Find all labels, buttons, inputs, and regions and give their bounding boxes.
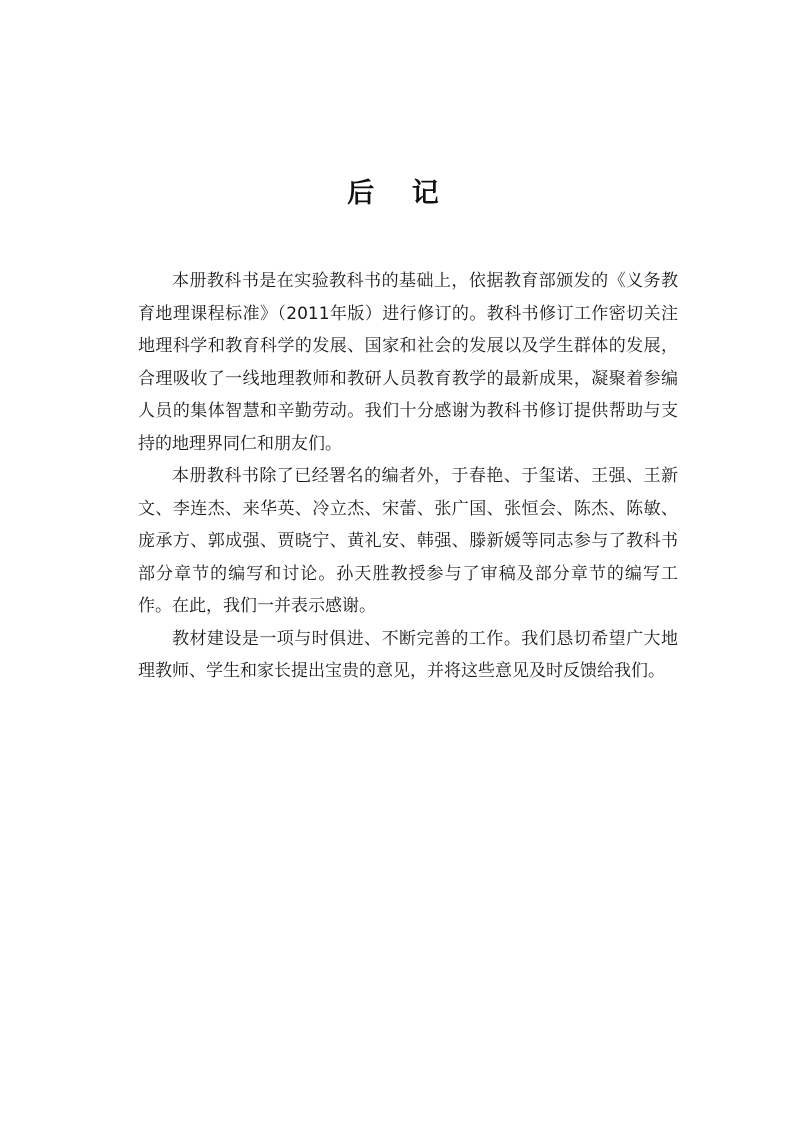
page-title: 后 记 (347, 178, 453, 209)
paragraph-feedback-request: 教材建设是一项与时俱进、不断完善的工作。我们恳切希望广大地理教师、学生和家长提出宝贵的意见，并将这些意见及时反馈给我们。 (138, 628, 678, 681)
paragraph-contributors: 本册教科书除了已经署名的编者外，于春艳、于玺诺、王强、王新文、李连杰、来华英、冷立杰、宋蕾、张广国、张恒会、陈杰、陈敏、庞承方、郭成强、贾晓宁、黄礼安、韩强、滕新媛等同志参与了教科书部分章节的编写和讨论。孙天胜教授参与了审稿及部分章节的编写工作。在此，我们一并表示感谢。 (138, 466, 678, 616)
paragraph-revision-basis: 本册教科书是在实验教科书的基础上，依据教育部颁发的《义务教育地理课程标准》（2011年版）进行修订的。教科书修订工作密切关注地理科学和教育科学的发展、国家和社会的发展以及学生群体的发展，合理吸收了一线地理教师和教研人员教育教学的最新成果，凝聚着参编人员的集体智慧和辛勤劳动。我们十分感谢为教科书修订提供帮助与支持的地理界同仁和朋友们。 (138, 271, 678, 454)
afterword-body (138, 265, 678, 688)
